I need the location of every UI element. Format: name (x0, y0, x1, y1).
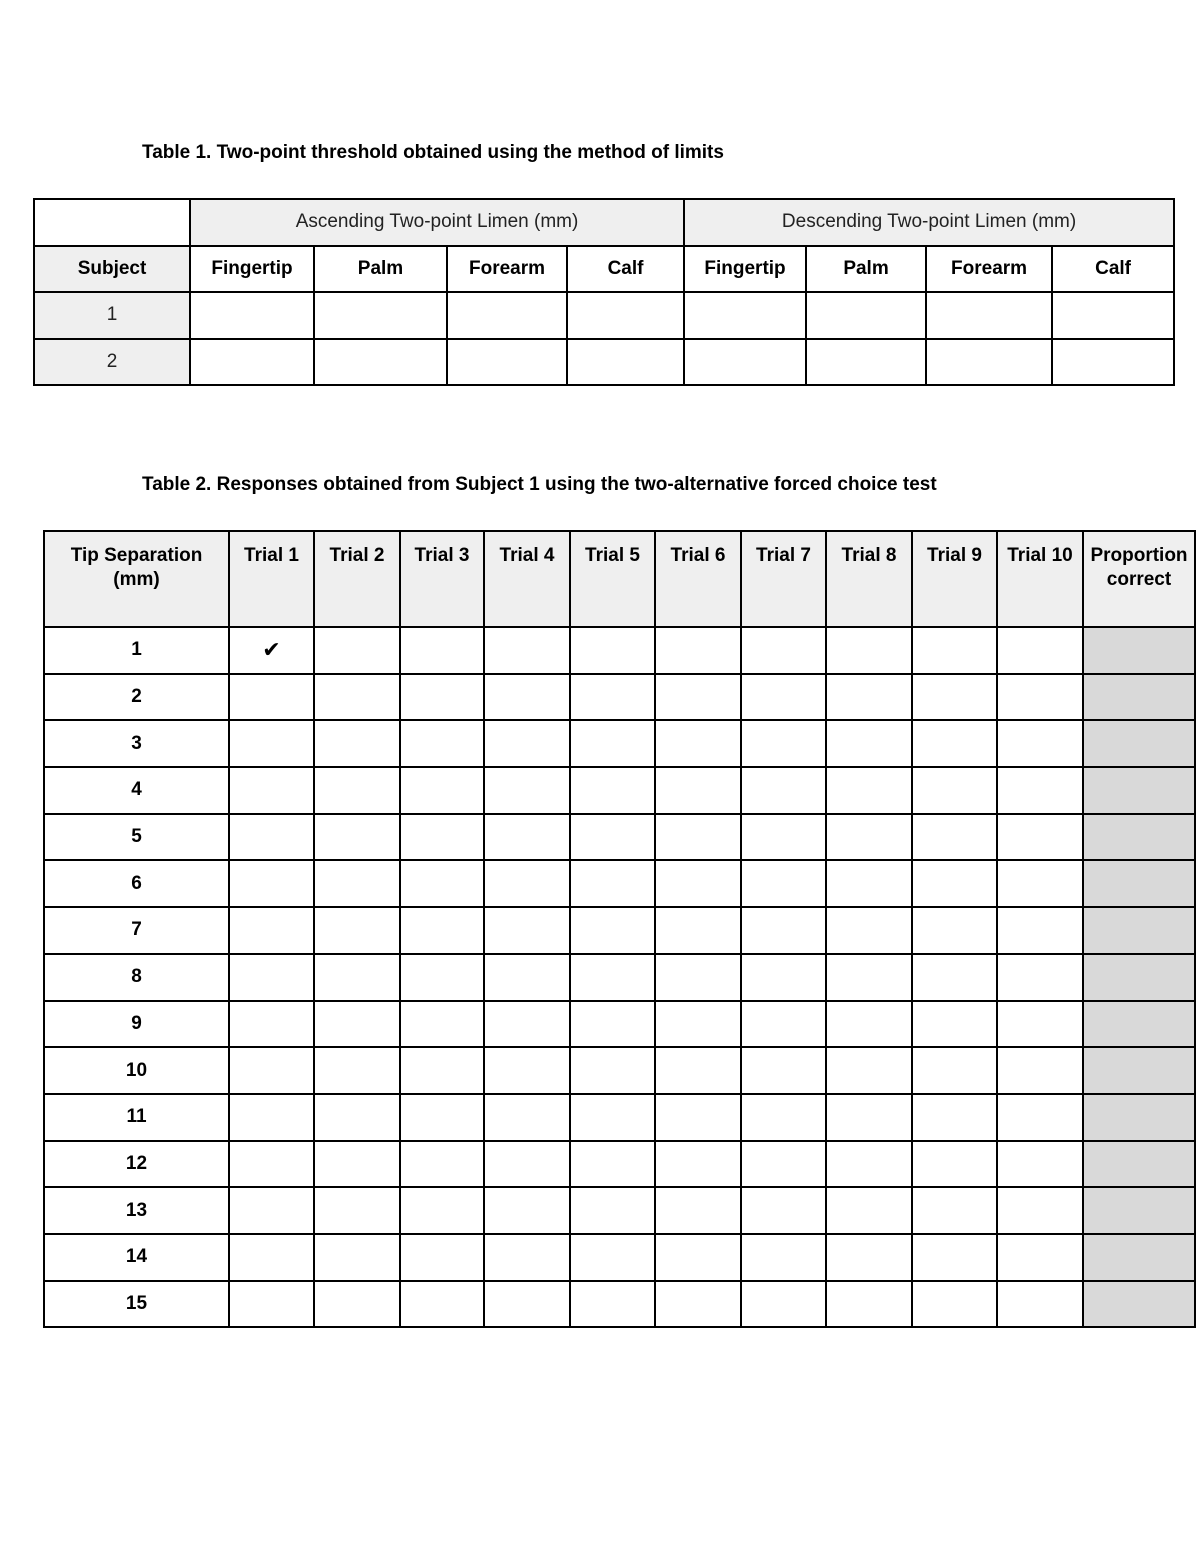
trial-response-cell[interactable] (741, 720, 826, 767)
trial-response-cell[interactable] (741, 1187, 826, 1234)
trial-response-cell[interactable] (400, 674, 484, 721)
table2-row (44, 674, 1195, 721)
trial-response-cell[interactable] (570, 860, 655, 907)
trial-response-cell[interactable] (912, 1094, 997, 1141)
limen-entry-cell[interactable] (684, 292, 806, 339)
trial-response-cell[interactable] (912, 1234, 997, 1281)
proportion-correct-header: Proportion correct (1083, 531, 1195, 627)
trial-response-cell[interactable] (741, 674, 826, 721)
trial-response-cell[interactable] (314, 627, 400, 674)
trial-response-cell[interactable] (484, 1281, 570, 1328)
trial-response-cell[interactable] (314, 814, 400, 861)
trial-response-cell[interactable] (400, 1047, 484, 1094)
trial-response-cell[interactable] (400, 1141, 484, 1188)
trial-response-cell[interactable] (229, 907, 314, 954)
asc-fingertip-header: Fingertip (190, 246, 314, 293)
trial-response-cell[interactable] (912, 1187, 997, 1234)
trial-response-cell[interactable] (912, 627, 997, 674)
trial-response-cell[interactable] (912, 674, 997, 721)
trial-header: Trial 3 (400, 531, 484, 627)
trial-response-cell[interactable] (570, 627, 655, 674)
trial-response-cell[interactable] (741, 907, 826, 954)
subject-number: 1 (34, 292, 190, 339)
trial-response-cell[interactable] (400, 954, 484, 1001)
limen-entry-cell[interactable] (567, 292, 684, 339)
trial-response-cell[interactable] (314, 1094, 400, 1141)
trial-response-cell[interactable] (484, 674, 570, 721)
tip-separation-value: 7 (44, 907, 229, 954)
trial-response-cell[interactable] (655, 814, 741, 861)
trial-response-cell[interactable] (229, 814, 314, 861)
table2-row (44, 814, 1195, 861)
trial-response-cell[interactable] (826, 1281, 912, 1328)
trial-response-cell[interactable] (741, 954, 826, 1001)
limen-entry-cell[interactable] (926, 339, 1052, 386)
trial-response-cell[interactable] (570, 767, 655, 814)
trial-response-cell[interactable] (570, 1234, 655, 1281)
trial-response-cell[interactable] (912, 860, 997, 907)
table2-row (44, 1234, 1195, 1281)
trial-response-cell[interactable] (229, 767, 314, 814)
trial-response-cell[interactable] (826, 674, 912, 721)
table2-row (44, 1187, 1195, 1234)
limen-entry-cell[interactable] (567, 339, 684, 386)
trial-response-cell[interactable] (826, 720, 912, 767)
trial-response-cell[interactable] (570, 1281, 655, 1328)
tip-separation-value: 9 (44, 1001, 229, 1048)
trial-response-cell[interactable] (997, 1094, 1083, 1141)
proportion-correct-cell[interactable] (1083, 1094, 1195, 1141)
limen-entry-cell[interactable] (447, 292, 567, 339)
trial-response-cell[interactable] (570, 720, 655, 767)
check-mark-icon: ✔ (262, 637, 281, 663)
trial-response-cell[interactable] (484, 627, 570, 674)
tip-separation-value: 4 (44, 767, 229, 814)
trial-response-cell[interactable] (826, 954, 912, 1001)
trial-response-cell[interactable] (484, 720, 570, 767)
method-of-limits-table (33, 198, 1175, 386)
trial-response-cell[interactable] (741, 1094, 826, 1141)
trial-response-cell[interactable] (400, 907, 484, 954)
trial-response-cell[interactable] (484, 1047, 570, 1094)
trial-header: Trial 8 (826, 531, 912, 627)
limen-entry-cell[interactable] (190, 292, 314, 339)
trial-response-cell[interactable] (570, 814, 655, 861)
trial-response-cell[interactable] (997, 674, 1083, 721)
trial-response-cell[interactable] (314, 1281, 400, 1328)
trial-header: Trial 1 (229, 531, 314, 627)
trial-response-cell[interactable] (655, 1047, 741, 1094)
tip-separation-value: 8 (44, 954, 229, 1001)
trial-response-cell[interactable] (400, 814, 484, 861)
trial-response-cell[interactable] (655, 1001, 741, 1048)
limen-entry-cell[interactable] (314, 339, 447, 386)
trial-response-cell[interactable] (741, 1281, 826, 1328)
trial-response-cell[interactable] (912, 767, 997, 814)
trial-response-cell[interactable] (570, 954, 655, 1001)
trial-response-cell[interactable] (997, 1047, 1083, 1094)
ascending-group-header: Ascending Two-point Limen (mm) (190, 199, 684, 246)
limen-entry-cell[interactable] (684, 339, 806, 386)
proportion-correct-cell[interactable] (1083, 1234, 1195, 1281)
table1-caption: Table 1. Two-point threshold obtained using the method of limits (142, 142, 724, 163)
tip-separation-value: 12 (44, 1141, 229, 1188)
proportion-correct-cell[interactable] (1083, 1001, 1195, 1048)
trial-response-cell[interactable] (314, 907, 400, 954)
tip-separation-value: 5 (44, 814, 229, 861)
trial-response-cell[interactable] (229, 627, 314, 674)
table2-row (44, 767, 1195, 814)
trial-response-cell[interactable] (400, 627, 484, 674)
trial-response-cell[interactable] (655, 767, 741, 814)
trial-response-cell[interactable] (229, 720, 314, 767)
trial-header: Trial 9 (912, 531, 997, 627)
trial-response-cell[interactable] (314, 767, 400, 814)
trial-response-cell[interactable] (826, 860, 912, 907)
proportion-correct-cell[interactable] (1083, 1141, 1195, 1188)
trial-response-cell[interactable] (997, 1187, 1083, 1234)
trial-response-cell[interactable] (570, 907, 655, 954)
trial-response-cell[interactable] (741, 860, 826, 907)
trial-response-cell[interactable] (826, 767, 912, 814)
trial-response-cell[interactable] (655, 907, 741, 954)
trial-response-cell[interactable] (570, 1141, 655, 1188)
table2-row (44, 1141, 1195, 1188)
trial-response-cell[interactable] (997, 860, 1083, 907)
trial-response-cell[interactable] (997, 1001, 1083, 1048)
trial-header: Trial 5 (570, 531, 655, 627)
subject-header: Subject (34, 246, 190, 293)
trial-response-cell[interactable] (484, 1187, 570, 1234)
trial-response-cell[interactable] (997, 627, 1083, 674)
trial-response-cell[interactable] (484, 1141, 570, 1188)
proportion-correct-cell[interactable] (1083, 814, 1195, 861)
trial-response-cell[interactable] (655, 1187, 741, 1234)
trial-response-cell[interactable] (912, 907, 997, 954)
tip-separation-value: 13 (44, 1187, 229, 1234)
trial-response-cell[interactable] (997, 907, 1083, 954)
trial-response-cell[interactable] (912, 720, 997, 767)
trial-response-cell[interactable] (314, 1141, 400, 1188)
trial-response-cell[interactable] (484, 1094, 570, 1141)
trial-header: Trial 7 (741, 531, 826, 627)
trial-response-cell[interactable] (570, 1187, 655, 1234)
desc-fingertip-header: Fingertip (684, 246, 806, 293)
trial-response-cell[interactable] (229, 1047, 314, 1094)
trial-response-cell[interactable] (655, 954, 741, 1001)
table2-row (44, 907, 1195, 954)
trial-response-cell[interactable] (826, 907, 912, 954)
trial-response-cell[interactable] (655, 1094, 741, 1141)
proportion-correct-cell[interactable] (1083, 1281, 1195, 1328)
trial-header: Trial 10 (997, 531, 1083, 627)
trial-response-cell[interactable] (484, 767, 570, 814)
trial-response-cell[interactable] (655, 1281, 741, 1328)
trial-response-cell[interactable] (229, 954, 314, 1001)
trial-response-cell[interactable] (826, 1001, 912, 1048)
trial-response-cell[interactable] (655, 860, 741, 907)
trial-response-cell[interactable] (997, 1141, 1083, 1188)
trial-response-cell[interactable] (826, 1187, 912, 1234)
limen-entry-cell[interactable] (1052, 292, 1174, 339)
trial-response-cell[interactable] (570, 674, 655, 721)
tip-separation-value: 3 (44, 720, 229, 767)
trial-response-cell[interactable] (912, 1141, 997, 1188)
table2-row (44, 1281, 1195, 1328)
asc-palm-header: Palm (314, 246, 447, 293)
trial-response-cell[interactable] (484, 954, 570, 1001)
trial-response-cell[interactable] (570, 1094, 655, 1141)
trial-response-cell[interactable] (997, 1234, 1083, 1281)
tip-separation-value: 2 (44, 674, 229, 721)
trial-response-cell[interactable] (655, 674, 741, 721)
table2-row (44, 1094, 1195, 1141)
table2-row (44, 954, 1195, 1001)
trial-response-cell[interactable] (314, 1047, 400, 1094)
trial-response-cell[interactable] (314, 1001, 400, 1048)
trial-response-cell[interactable] (229, 1001, 314, 1048)
subject-number: 2 (34, 339, 190, 386)
proportion-correct-cell[interactable] (1083, 907, 1195, 954)
trial-response-cell[interactable] (826, 627, 912, 674)
trial-response-cell[interactable] (997, 814, 1083, 861)
trial-response-cell[interactable] (912, 1281, 997, 1328)
trial-response-cell[interactable] (741, 1141, 826, 1188)
proportion-correct-cell[interactable] (1083, 954, 1195, 1001)
asc-calf-header: Calf (567, 246, 684, 293)
trial-response-cell[interactable] (912, 814, 997, 861)
table2-caption: Table 2. Responses obtained from Subject 1 using the two-alternative forced choice test (142, 474, 937, 495)
table2-row (44, 720, 1195, 767)
tip-separation-value: 6 (44, 860, 229, 907)
trial-response-cell[interactable] (997, 767, 1083, 814)
tip-separation-value: 15 (44, 1281, 229, 1328)
trial-response-cell[interactable] (741, 767, 826, 814)
trial-response-cell[interactable] (912, 1001, 997, 1048)
trial-response-cell[interactable] (655, 1141, 741, 1188)
trial-response-cell[interactable] (912, 954, 997, 1001)
trial-response-cell[interactable] (314, 720, 400, 767)
proportion-correct-cell[interactable] (1083, 627, 1195, 674)
trial-response-cell[interactable] (400, 860, 484, 907)
limen-entry-cell[interactable] (1052, 339, 1174, 386)
trial-response-cell[interactable] (655, 1234, 741, 1281)
trial-response-cell[interactable] (229, 1234, 314, 1281)
limen-entry-cell[interactable] (314, 292, 447, 339)
trial-response-cell[interactable] (229, 1187, 314, 1234)
trial-response-cell[interactable] (655, 720, 741, 767)
trial-response-cell[interactable] (314, 1234, 400, 1281)
tip-separation-header: Tip Separation (mm) (44, 531, 229, 627)
table1-corner-cell (34, 199, 190, 246)
trial-response-cell[interactable] (826, 1047, 912, 1094)
trial-response-cell[interactable] (314, 1187, 400, 1234)
table1-row (34, 292, 1174, 339)
trial-response-cell[interactable] (912, 1047, 997, 1094)
forced-choice-table (43, 530, 1196, 1328)
trial-response-cell[interactable] (314, 674, 400, 721)
trial-response-cell[interactable] (400, 1281, 484, 1328)
trial-response-cell[interactable] (484, 814, 570, 861)
trial-response-cell[interactable] (229, 674, 314, 721)
tip-separation-value: 14 (44, 1234, 229, 1281)
limen-entry-cell[interactable] (447, 339, 567, 386)
trial-response-cell[interactable] (997, 720, 1083, 767)
trial-response-cell[interactable] (826, 814, 912, 861)
proportion-correct-cell[interactable] (1083, 1047, 1195, 1094)
trial-response-cell[interactable] (314, 860, 400, 907)
trial-response-cell[interactable] (741, 1234, 826, 1281)
table2-row (44, 1001, 1195, 1048)
trial-response-cell[interactable] (655, 627, 741, 674)
tip-separation-value: 10 (44, 1047, 229, 1094)
trial-response-cell[interactable] (997, 1281, 1083, 1328)
table2-row (44, 860, 1195, 907)
proportion-correct-cell[interactable] (1083, 767, 1195, 814)
trial-response-cell[interactable] (570, 1047, 655, 1094)
limen-entry-cell[interactable] (806, 339, 926, 386)
desc-palm-header: Palm (806, 246, 926, 293)
trial-response-cell[interactable] (400, 767, 484, 814)
proportion-correct-cell[interactable] (1083, 860, 1195, 907)
proportion-correct-cell[interactable] (1083, 720, 1195, 767)
descending-group-header: Descending Two-point Limen (mm) (684, 199, 1174, 246)
trial-response-cell[interactable] (484, 860, 570, 907)
trial-response-cell[interactable] (400, 1187, 484, 1234)
trial-response-cell[interactable] (484, 1234, 570, 1281)
trial-header: Trial 4 (484, 531, 570, 627)
proportion-correct-cell[interactable] (1083, 674, 1195, 721)
table2-row (44, 1047, 1195, 1094)
tip-separation-value: 11 (44, 1094, 229, 1141)
table2-row (44, 627, 1195, 674)
tip-separation-value: 1 (44, 627, 229, 674)
trial-response-cell[interactable] (741, 814, 826, 861)
trial-response-cell[interactable] (826, 1094, 912, 1141)
desc-calf-header: Calf (1052, 246, 1174, 293)
trial-response-cell[interactable] (314, 954, 400, 1001)
trial-header: Trial 6 (655, 531, 741, 627)
proportion-correct-cell[interactable] (1083, 1187, 1195, 1234)
trial-response-cell[interactable] (484, 907, 570, 954)
trial-response-cell[interactable] (229, 1141, 314, 1188)
limen-entry-cell[interactable] (926, 292, 1052, 339)
trial-response-cell[interactable] (826, 1234, 912, 1281)
trial-response-cell[interactable] (741, 1001, 826, 1048)
limen-entry-cell[interactable] (190, 339, 314, 386)
asc-forearm-header: Forearm (447, 246, 567, 293)
trial-response-cell[interactable] (229, 1094, 314, 1141)
desc-forearm-header: Forearm (926, 246, 1052, 293)
trial-header: Trial 2 (314, 531, 400, 627)
trial-response-cell[interactable] (997, 954, 1083, 1001)
trial-response-cell[interactable] (826, 1141, 912, 1188)
trial-response-cell[interactable] (400, 720, 484, 767)
trial-response-cell[interactable] (229, 860, 314, 907)
trial-response-cell[interactable] (229, 1281, 314, 1328)
table1-row (34, 339, 1174, 386)
trial-response-cell[interactable] (484, 1001, 570, 1048)
limen-entry-cell[interactable] (806, 292, 926, 339)
trial-response-cell[interactable] (400, 1234, 484, 1281)
trial-response-cell[interactable] (570, 1001, 655, 1048)
trial-response-cell[interactable] (400, 1094, 484, 1141)
trial-response-cell[interactable] (400, 1001, 484, 1048)
trial-response-cell[interactable] (741, 627, 826, 674)
trial-response-cell[interactable] (741, 1047, 826, 1094)
